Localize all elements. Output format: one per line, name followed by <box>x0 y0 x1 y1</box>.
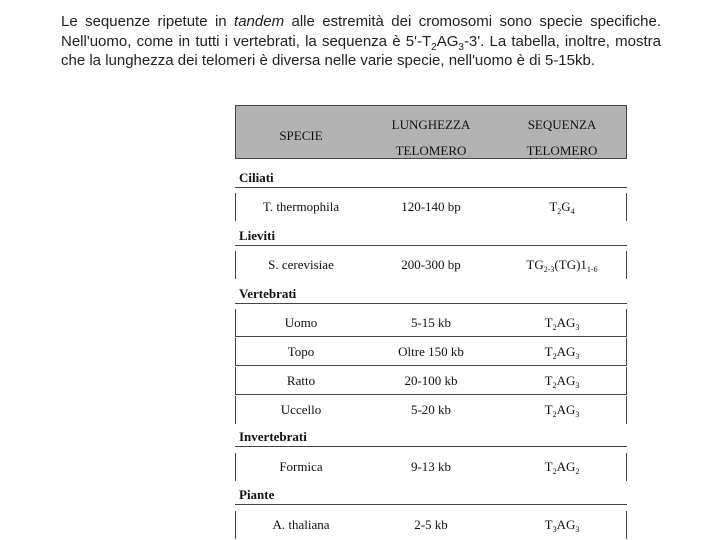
intro-italic: tandem <box>234 13 285 30</box>
group-lieviti: Lieviti <box>239 228 276 243</box>
seq-sub: 3 <box>552 525 557 534</box>
cell-sequence <box>496 373 628 389</box>
seq-sub: 3 <box>575 323 580 332</box>
intro-text-4: -3'. La tabella, inoltre, mostra che la lunghezza dei telomeri è diversa nelle varie specie, nell'uomo è di 5-15kb. <box>61 32 661 69</box>
seq-sub: 2 <box>552 410 557 419</box>
cell-sequence <box>496 199 628 215</box>
seq-part: TG <box>526 257 544 272</box>
table-row <box>235 453 627 481</box>
header-sequence-1: SEQUENZA <box>527 117 597 132</box>
seq-sub: 2 <box>552 381 557 390</box>
seq-sub: 2 <box>552 352 557 361</box>
seq-part: AG <box>556 315 576 330</box>
seq-part: AG <box>556 459 576 474</box>
intro-text-3: AG <box>436 32 459 50</box>
seq-part: AG <box>556 373 576 388</box>
cell-sequence <box>496 459 628 475</box>
cell-sequence <box>496 315 628 331</box>
row-divider <box>235 394 627 395</box>
header-length-1: LUNGHEZZA <box>391 117 471 132</box>
cell-length: 20-100 kb <box>404 373 458 388</box>
row-divider <box>235 446 627 447</box>
cell-species: A. thaliana <box>272 517 330 532</box>
cell-length: 2-5 kb <box>414 517 448 532</box>
seq-part: AG <box>556 517 576 532</box>
row-divider <box>235 504 627 505</box>
telomere-table <box>235 105 627 540</box>
seq-sub: 2-3 <box>543 265 555 274</box>
seq-sub: 3 <box>575 410 580 419</box>
intro-paragraph <box>61 12 661 71</box>
seq-part: T <box>544 315 553 330</box>
seq-part: T <box>544 344 553 359</box>
seq-part: T <box>544 517 553 532</box>
cell-length: 120-140 bp <box>401 199 461 214</box>
table-row <box>235 251 627 279</box>
seq-part: (TG)1 <box>554 257 587 272</box>
cell-sequence <box>496 257 628 273</box>
table-row <box>235 511 627 539</box>
table-row <box>235 396 627 424</box>
seq-part: T <box>549 199 558 214</box>
row-divider <box>235 187 627 188</box>
header-sequence-2: TELOMERO <box>526 143 598 158</box>
cell-species: T. thermophila <box>262 199 340 214</box>
header-length-2: TELOMERO <box>395 143 467 158</box>
seq-part: T <box>544 459 553 474</box>
intro-text-2: alle estremità dei cromosomi sono specie specifiche. Nell'uomo, come in tutti i vertebrati, la sequenza è 5'-T <box>61 13 661 50</box>
seq-part: T <box>544 402 553 417</box>
cell-species: Ratto <box>286 373 316 388</box>
seq-sub: 3 <box>575 525 580 534</box>
table-row <box>235 338 627 366</box>
cell-species: Formica <box>279 459 323 474</box>
intro-sub-1: 2 <box>431 41 437 53</box>
group-vertebrati: Vertebrati <box>239 286 297 301</box>
seq-part: AG <box>556 344 576 359</box>
cell-sequence <box>496 402 628 418</box>
seq-sub: 2 <box>552 467 557 476</box>
group-ciliati: Ciliati <box>239 170 274 185</box>
cell-length: Oltre 150 kb <box>398 344 464 359</box>
seq-sub: 2 <box>557 207 562 216</box>
table-row <box>235 309 627 337</box>
header-species: SPECIE <box>279 128 323 143</box>
group-piante: Piante <box>239 487 275 502</box>
cell-length: 5-15 kb <box>410 315 452 330</box>
seq-sub: 3 <box>575 381 580 390</box>
seq-part: AG <box>556 402 576 417</box>
intro-sub-2: 3 <box>458 41 464 53</box>
row-divider <box>235 336 627 337</box>
cell-species: Topo <box>287 344 315 359</box>
seq-sub: 4 <box>570 207 575 216</box>
intro-text-1: Le sequenze ripetute in <box>61 13 235 30</box>
seq-sub: 1-6 <box>586 265 598 274</box>
row-divider <box>235 303 627 304</box>
row-divider <box>235 245 627 246</box>
cell-sequence <box>496 517 628 533</box>
seq-part: T <box>544 373 553 388</box>
cell-length: 5-20 kb <box>410 402 452 417</box>
seq-sub: 2 <box>552 323 557 332</box>
seq-sub: 2 <box>575 467 580 476</box>
seq-part: G <box>561 199 571 214</box>
row-divider <box>235 365 627 366</box>
cell-length: 9-13 kb <box>410 459 452 474</box>
cell-sequence <box>496 344 628 360</box>
table-row <box>235 193 627 221</box>
cell-length: 200-300 bp <box>401 257 461 272</box>
cell-species: Uccello <box>280 402 322 417</box>
cell-species: S. cerevisiae <box>268 257 334 272</box>
seq-sub: 3 <box>575 352 580 361</box>
table-row <box>235 367 627 395</box>
cell-species: Uomo <box>284 315 318 330</box>
table-header <box>235 105 627 159</box>
group-invertebrati: Invertebrati <box>239 429 307 444</box>
